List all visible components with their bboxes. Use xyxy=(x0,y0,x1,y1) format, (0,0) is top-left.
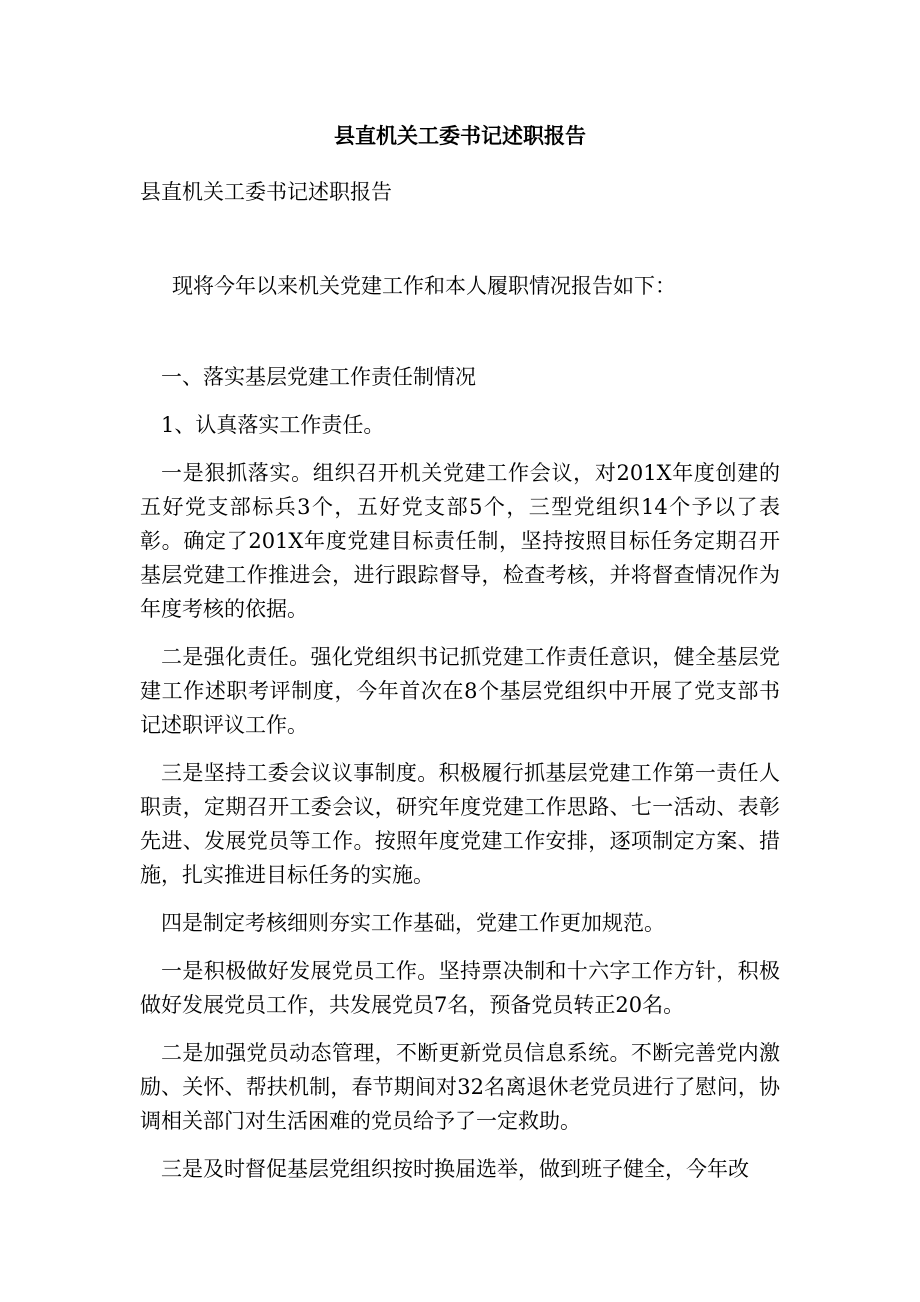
body-paragraph: 一是积极做好发展党员工作。坚持票决制和十六字工作方针，积极做好发展党员工作，共发展党员7名，预备党员转正20名。 xyxy=(140,959,780,1017)
body-paragraph: 一是狠抓落实。组织召开机关党建工作会议，对201X年度创建的五好党支部标兵3个，五好党支部5个，三型党组织14个予以了表彰。确定了201X年度党建目标责任制，坚持按照目标任务定期召开基层党建工作推进会，进行跟踪督导，检查考核，并将督查情况作为年度考核的依据。 xyxy=(140,461,780,621)
document-title: 县直机关工委书记述职报告 xyxy=(334,123,586,148)
subsection-heading: 1、认真落实工作责任。 xyxy=(161,413,385,437)
body-paragraph: 三是及时督促基层党组织按时换届选举，做到班子健全，今年改 xyxy=(161,1157,749,1181)
body-paragraph: 二是强化责任。强化党组织书记抓党建工作责任意识，健全基层党建工作述职考评制度，今年首次在8个基层党组织中开展了党支部书记述职评议工作。 xyxy=(140,645,780,737)
body-paragraph: 二是加强党员动态管理，不断更新党员信息系统。不断完善党内激励、关怀、帮扶机制，春节期间对32名离退休老党员进行了慰问，协调相关部门对生活困难的党员给予了一定救助。 xyxy=(140,1041,780,1133)
intro-paragraph: 现将今年以来机关党建工作和本人履职情况报告如下： xyxy=(172,274,676,298)
body-paragraph: 三是坚持工委会议议事制度。积极履行抓基层党建工作第一责任人职责，定期召开工委会议，研究年度党建工作思路、七一活动、表彰先进、发展党员等工作。按照年度党建工作安排，逐项制定方案、措施，扎实推进目标任务的实施。 xyxy=(140,761,780,887)
body-paragraph: 四是制定考核细则夯实工作基础，党建工作更加规范。 xyxy=(161,911,665,935)
section-heading: 一、落实基层党建工作责任制情况 xyxy=(161,365,476,389)
document-body xyxy=(140,360,780,1200)
document-subtitle: 县直机关工委书记述职报告 xyxy=(140,180,392,204)
